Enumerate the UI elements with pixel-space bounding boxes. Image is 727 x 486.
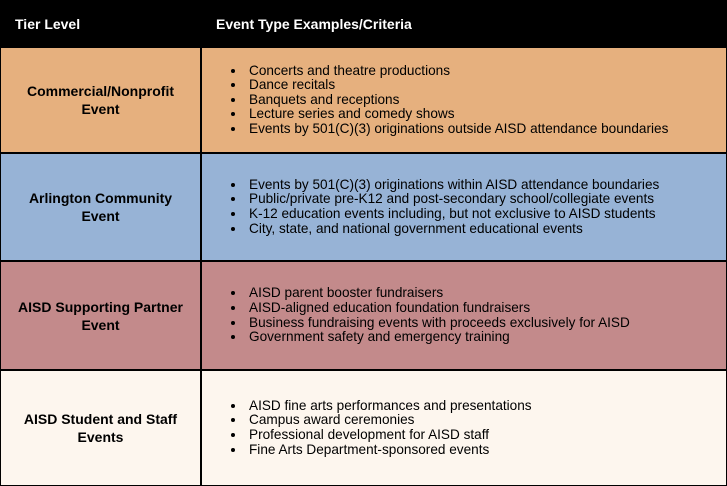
list-item: • Campus award ceremonies <box>246 413 532 428</box>
list-item: • K-12 education events including, but not exclusive to AISD students <box>246 207 659 222</box>
list-item: • Banquets and receptions <box>246 93 668 108</box>
criteria-list <box>224 399 532 457</box>
criteria-list <box>224 286 630 344</box>
header-event-criteria <box>201 0 727 47</box>
list-item: • Fine Arts Department-sponsored events <box>246 443 532 458</box>
list-item: • Concerts and theatre productions <box>246 64 668 79</box>
list-item: • Government safety and emergency training <box>246 330 630 345</box>
tier-label: AISD Student and Staff Events <box>23 411 178 445</box>
tier-cell-supporting-partner <box>0 261 201 370</box>
list-item: • AISD parent booster fundraisers <box>246 286 630 301</box>
list-item: • Dance recitals <box>246 78 668 93</box>
tier-cell-commercial <box>0 47 201 153</box>
list-item: • City, state, and national government educational events <box>246 222 659 237</box>
list-item: • Business fundraising events with proceeds exclusively for AISD <box>246 316 630 331</box>
list-item: • AISD fine arts performances and presentations <box>246 399 532 414</box>
criteria-list <box>224 64 668 137</box>
criteria-cell-supporting-partner <box>201 261 727 370</box>
criteria-list <box>224 178 659 236</box>
header-tier-level <box>0 0 201 47</box>
list-item: • AISD-aligned education foundation fundraisers <box>246 301 630 316</box>
list-item: • Events by 501(C)(3) originations outside AISD attendance boundaries <box>246 122 668 137</box>
tier-label: Arlington Community Event <box>28 190 173 224</box>
header-tier-level-label: Tier Level <box>15 15 81 32</box>
list-item: • Public/private pre-K12 and post-secondary school/collegiate events <box>246 192 659 207</box>
list-item: • Professional development for AISD staff <box>246 428 532 443</box>
criteria-cell-commercial <box>201 47 727 153</box>
criteria-cell-community <box>201 153 727 261</box>
tier-label: Commercial/Nonprofit Event <box>26 83 174 117</box>
tier-label: AISD Supporting Partner Event <box>18 298 183 333</box>
criteria-cell-student-staff <box>201 370 727 486</box>
list-item: • Events by 501(C)(3) originations within AISD attendance boundaries <box>246 178 659 193</box>
header-event-criteria-label: Event Type Examples/Criteria <box>216 15 412 32</box>
tier-cell-student-staff <box>0 370 201 486</box>
tier-cell-community <box>0 153 201 261</box>
list-item: • Lecture series and comedy shows <box>246 107 668 122</box>
